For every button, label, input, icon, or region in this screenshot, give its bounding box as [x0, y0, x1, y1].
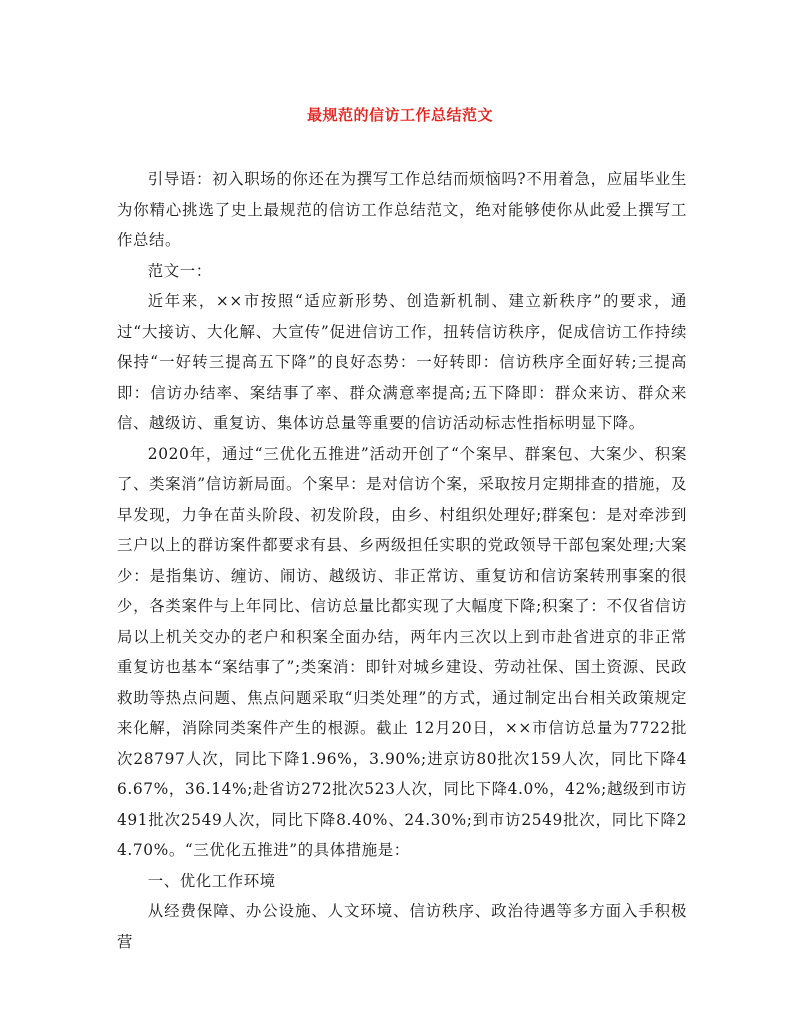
paragraph-section-body: 从经费保障、办公设施、人文环境、信访秩序、政治待遇等多方面入手积极营	[117, 902, 687, 951]
paragraph-intro: 引导语：初入职场的你还在为撰写工作总结而烦恼吗?不用着急，应届毕业生为你精心挑选了史上最规范的信访工作总结范文，绝对能够使你从此爱上撰写工作总结。	[117, 170, 687, 249]
paragraph-section-heading: 一、优化工作环境	[147, 871, 276, 890]
document-title: 最规范的信访工作总结范文	[306, 106, 493, 124]
paragraph-sample-heading: 范文一：	[147, 261, 212, 280]
paragraph-2020-results: 2020年，通过“三优化五推进”活动开创了“个案早、群案包、大案少、积案了、类案消”信访新局面。个案早：是对信访个案，采取按月定期排查的措施，及早发现，力争在苗头阶段、初发阶段，由乡、村组织处理好;群案包：是对牵涉到三户以上的群访案件都要求有县、乡两级担任实职的党政领导干部包案处理;大案少：是指集访、缠访、闹访、越级访、非正常访、重复访和信访案转刑事案的很少，各类案件与上年同比、信访总量比都实现了大幅度下降;积案了：不仅省信访局以上机关交办的老户和积案全面办结，两年内三次以上到市赴省进京的非正常重复访也基本“案结事了”;类案消：即针对城乡建设、劳动社保、国土资源、民政救助等热点问题、焦点问题采取“归类处理”的方式，通过制定出台相关政策规定来化解，消除同类案件产生的根源。截止 12月20日，××市信访总量为7722批次28797人次，同比下降1.96%，3.90%;进京访80批次159人次，同比下降46.67%，36.14%;赴省访272批次523人次，同比下降4.0%，42%;越级到市访491批次2549人次，同比下降8.40%、24.30%;到市访2549批次，同比下降24.70%。“三优化五推进”的具体措施是：	[117, 444, 687, 859]
paragraph-overview: 近年来，××市按照“适应新形势、创造新机制、建立新秩序”的要求，通过“大接访、大化解、大宣传”促进信访工作，扭转信访秩序，促成信访工作持续保持“一好转三提高五下降”的良好态势：一好转即：信访秩序全面好转;三提高即：信访办结率、案结事了率、群众满意率提高;五下降即：群众来访、群众来信、越级访、重复访、集体访总量等重要的信访活动标志性指标明显下降。	[117, 292, 687, 432]
document-body	[117, 164, 687, 957]
